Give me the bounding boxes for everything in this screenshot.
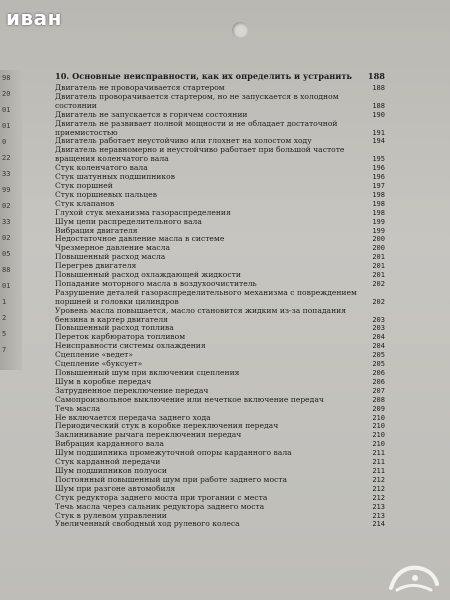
margin-number: 20: [2, 90, 11, 98]
toc-entry-page: 188: [372, 101, 385, 110]
toc-entry-page: 210: [372, 422, 385, 431]
toc-entry-title: Вибрация двигателя: [55, 225, 138, 235]
toc-entry: [55, 93, 385, 111]
toc-entry-page: 202: [372, 297, 385, 306]
toc-entry-title: Не включается передача заднего хода: [55, 412, 211, 422]
toc-entry-page: 202: [372, 279, 385, 288]
toc-entry-page: 204: [372, 342, 385, 351]
margin-number: 7: [2, 346, 7, 354]
toc-entry-title: Увеличенный свободный ход рулевого колеса: [55, 519, 240, 529]
toc-entry-page: 212: [372, 493, 385, 502]
toc-entry-page: 198: [372, 208, 385, 217]
toc-entry: [55, 146, 385, 164]
toc-entry-title: Шум подшипников полуоси: [55, 465, 167, 475]
margin-number: 01: [2, 282, 11, 290]
toc-entry-title: Стук коленчатого вала: [55, 163, 148, 173]
toc-entry-title: Неисправности системы охлаждения: [55, 341, 206, 351]
toc-entry-page: 204: [372, 333, 385, 342]
entries-list: [55, 84, 385, 529]
toc-entry-title: Повышенный шум при включении сцепления: [55, 368, 240, 377]
toc-entry-page: 211: [372, 466, 385, 475]
toc-entry-page: 196: [372, 164, 385, 173]
margin-number: 02: [2, 202, 11, 210]
toc-entry-title: Стук карданной передачи: [55, 457, 161, 467]
toc-entry-page: 214: [372, 520, 385, 529]
toc-entry: [55, 307, 385, 325]
table-of-contents: [55, 72, 385, 529]
toc-entry-page: 213: [372, 511, 385, 520]
margin-number: 01: [2, 106, 11, 114]
toc-entry-page: 203: [372, 324, 385, 333]
toc-entry-page: 201: [372, 271, 385, 280]
toc-entry-page: 199: [372, 226, 385, 235]
toc-entry-title: Периодический стук в коробке переключения передач: [55, 421, 279, 431]
toc-entry-title: Стук клапанов: [55, 198, 115, 208]
toc-entry-title: Сцепление «буксует»: [55, 359, 143, 369]
toc-entry-title: Шум цепи распределительного вала: [55, 216, 202, 226]
toc-entry-page: 212: [372, 484, 385, 493]
toc-entry: [55, 396, 385, 405]
toc-entry-page: 213: [372, 502, 385, 511]
toc-entry: [55, 520, 385, 529]
toc-entry-page: 198: [372, 190, 385, 199]
toc-entry-title: Двигатель неравномерно и неустойчиво работает при большой частоте вращения коленчатого вала: [55, 145, 347, 164]
toc-entry-title: Стук редуктора заднего моста при трогании с места: [55, 492, 268, 502]
margin-number: 33: [2, 170, 11, 178]
bazar-logo-icon: [385, 560, 443, 594]
margin-number: 2: [2, 314, 7, 322]
toc-entry-page: 210: [372, 413, 385, 422]
toc-entry-page: 210: [372, 431, 385, 440]
toc-entry: [55, 289, 385, 307]
toc-entry-title: Повышенный расход масла: [55, 252, 166, 262]
margin-number: 05: [2, 250, 11, 258]
toc-entry-page: 194: [372, 137, 385, 146]
toc-entry-title: Двигатель работает неустойчиво или глохнет на холостом ходу: [55, 136, 312, 146]
toc-entry-title: Течь масла: [55, 403, 101, 413]
toc-entry-title: Глухой стук механизма газораспределения: [55, 207, 231, 217]
margin-number: 02: [2, 234, 11, 242]
toc-entry-title: Постоянный повышенный шум при работе заднего моста: [55, 474, 288, 484]
toc-entry-title: Повышенный расход топлива: [55, 323, 174, 333]
margin-number: 01: [2, 122, 11, 130]
toc-entry-title: Двигатель не проворачивается стартером: [55, 83, 225, 92]
toc-entry-page: 190: [372, 110, 385, 119]
toc-entry-title: Самопроизвольное выключение или нечеткое включение передач: [55, 394, 324, 404]
toc-entry-title: Попадание моторного масла в воздухоочиститель: [55, 278, 257, 288]
toc-entry-title: Повышенный расход охлаждающей жидкости: [55, 270, 241, 280]
margin-number: 98: [2, 74, 11, 82]
toc-entry-page: 211: [372, 449, 385, 458]
toc-entry-title: Шум при разгоне автомобиля: [55, 483, 176, 493]
toc-entry-title: Шум подшипника промежуточной опоры карданного вала: [55, 448, 292, 458]
toc-entry: [55, 120, 385, 138]
toc-entry-title: Стук поршней: [55, 180, 113, 190]
toc-entry-page: 199: [372, 217, 385, 226]
previous-page-edge: [0, 70, 22, 370]
toc-entry-page: 206: [372, 377, 385, 386]
margin-number: 5: [2, 330, 7, 338]
chapter-page: 188: [367, 71, 385, 81]
toc-entry-page: 200: [372, 244, 385, 253]
toc-entry-page: 201: [372, 262, 385, 271]
toc-entry-page: 196: [372, 173, 385, 182]
margin-number: 1: [2, 298, 7, 306]
toc-entry-page: 212: [372, 475, 385, 484]
toc-entry-page: 200: [372, 235, 385, 244]
page-hole: [232, 22, 248, 38]
toc-entry-title: Стук поршневых пальцев: [55, 189, 157, 199]
margin-number: 33: [2, 218, 11, 226]
toc-entry-page: 207: [372, 386, 385, 395]
toc-entry-title: Стук в рулевом управлении: [55, 510, 167, 520]
toc-entry-title: Двигатель не развивает полной мощности и не обладает достаточной приемистостью: [55, 118, 340, 137]
toc-entry-title: Чрезмерное давление масла: [55, 243, 171, 253]
toc-entry-page: 205: [372, 360, 385, 369]
toc-entry-page: 197: [372, 181, 385, 190]
toc-entry-title: Течь масла через сальник редуктора заднего моста: [55, 501, 265, 511]
margin-number: 88: [2, 266, 11, 274]
chapter-title: 10. Основные неисправности, как их определить и устранить: [55, 71, 352, 81]
toc-entry-page: 206: [372, 369, 385, 377]
toc-entry-page: 205: [372, 351, 385, 360]
margin-number: 0: [2, 138, 7, 146]
toc-entry-title: Перегрев двигателя: [55, 261, 137, 271]
toc-entry-title: Разрушение деталей газораспределительного механизма с повреждением поршней и головки цилиндров: [55, 287, 360, 306]
margin-number: 22: [2, 154, 11, 162]
toc-entry-title: Вибрация карданного вала: [55, 439, 164, 449]
toc-entry-page: 203: [372, 315, 385, 324]
toc-entry-page: 195: [372, 155, 385, 164]
toc-entry-page: 188: [372, 84, 385, 92]
toc-entry-title: Двигатель проворачивается стартером, но не запускается в холодном состоянии: [55, 91, 342, 110]
toc-entry-title: Шум в коробке передач: [55, 376, 152, 386]
toc-entry-page: 210: [372, 440, 385, 449]
toc-entry-title: Недостаточное давление масла в системе: [55, 234, 225, 244]
toc-entry-page: 209: [372, 404, 385, 413]
toc-entry-page: 198: [372, 199, 385, 208]
toc-entry-page: 208: [372, 395, 385, 404]
toc-entry-title: Заклинивание рычага переключения передач: [55, 430, 242, 440]
watermark: иван: [6, 6, 62, 30]
toc-entry-title: Уровень масла повышается, масло становится жидким из-за попадания бензина в картер двигателя: [55, 305, 349, 324]
toc-entry-page: 211: [372, 458, 385, 467]
toc-entry-title: Двигатель не запускается в горячем состоянии: [55, 109, 248, 119]
toc-entry-title: Затрудненное переключение передач: [55, 385, 209, 395]
toc-entry-title: Стук шатунных подшипников: [55, 172, 175, 182]
toc-entry-page: 201: [372, 253, 385, 262]
toc-entry-page: 191: [372, 128, 385, 137]
toc-entry-title: Сцепление «ведет»: [55, 350, 134, 360]
chapter-heading: [55, 72, 385, 81]
toc-entry-title: Переток карбюратора топливом: [55, 332, 186, 342]
margin-number: 99: [2, 186, 11, 194]
